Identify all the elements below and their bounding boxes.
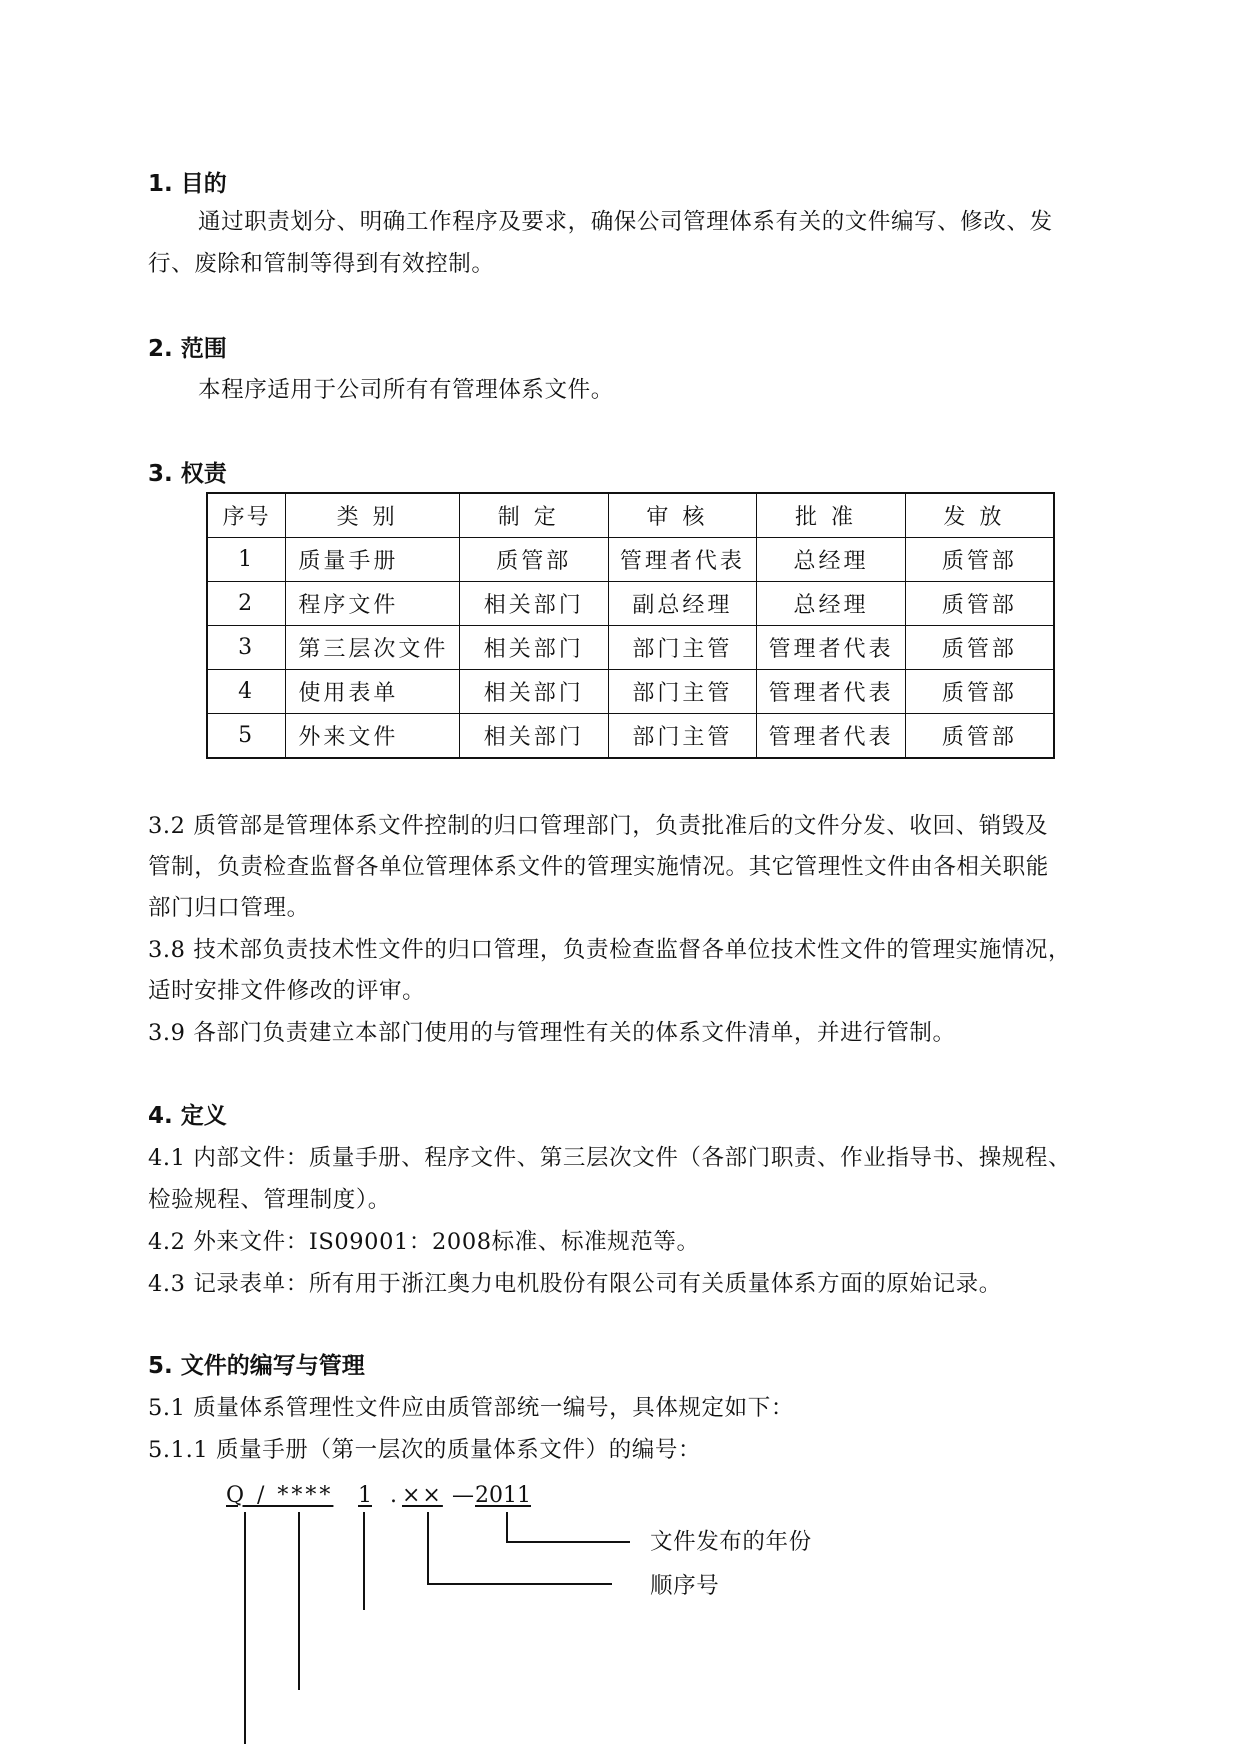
- label-year: 文件发布的年份: [650, 1529, 812, 1555]
- table-cell: 外来文件: [286, 714, 460, 759]
- section-3-8-line-2: 适时安排文件修改的评审。: [148, 978, 426, 1004]
- table-cell: 相关部门: [459, 582, 608, 626]
- label-sequence: 顺序号: [650, 1573, 720, 1599]
- section-5-1-1-line: 5.1.1 质量手册（第一层次的质量体系文件）的编号：: [148, 1437, 702, 1463]
- section-5-1-line: 5.1 质量体系管理性文件应由质管部统一编号，具体规定如下：: [148, 1395, 794, 1421]
- table-cell: 1: [207, 538, 286, 582]
- table-cell: 副总经理: [608, 582, 757, 626]
- table-cell: 2: [207, 582, 286, 626]
- table-cell: 使用表单: [286, 670, 460, 714]
- code-level: 1: [358, 1483, 372, 1508]
- section-4-title: 4. 定义: [148, 1103, 227, 1129]
- table-cell: 质管部: [905, 670, 1054, 714]
- header-cell: 序号: [207, 493, 286, 538]
- table-cell: 总经理: [757, 538, 906, 582]
- table-cell: 部门主管: [608, 626, 757, 670]
- header-cell: 类别: [286, 493, 460, 538]
- table-cell: 相关部门: [459, 626, 608, 670]
- header-cell: 制定: [459, 493, 608, 538]
- section-2-title: 2. 范围: [148, 336, 227, 362]
- table-cell: 质量手册: [286, 538, 460, 582]
- code-year: 2011: [475, 1483, 531, 1508]
- section-1-line-2: 行、废除和管制等得到有效控制。: [148, 251, 495, 277]
- table-cell: 管理者代表: [608, 538, 757, 582]
- table-cell: 管理者代表: [757, 714, 906, 759]
- table-cell: 质管部: [905, 714, 1054, 759]
- header-cell: 发放: [905, 493, 1054, 538]
- connector-line-year: [507, 1512, 630, 1542]
- connector-line-sequence: [428, 1512, 612, 1584]
- section-3-2-line-3: 部门归口管理。: [148, 895, 310, 921]
- section-3-8-line-1: 3.8 技术部负责技术性文件的归口管理，负责检查监督各单位技术性文件的管理实施情况，: [148, 937, 1072, 963]
- table-cell: 部门主管: [608, 670, 757, 714]
- table-cell: 3: [207, 626, 286, 670]
- code-prefix: Q / ****: [226, 1483, 334, 1508]
- section-4-1-line-2: 检验规程、管理制度）。: [148, 1187, 391, 1213]
- table-cell: 质管部: [459, 538, 608, 582]
- table-cell: 4: [207, 670, 286, 714]
- section-4-2-line: 4.2 外来文件：IS09001：2008标准、标准规范等。: [148, 1229, 700, 1255]
- table-cell: 管理者代表: [757, 626, 906, 670]
- code-dash: —: [452, 1483, 474, 1508]
- header-cell: 批准: [757, 493, 906, 538]
- section-4-1-line-1: 4.1 内部文件：质量手册、程序文件、第三层次文件（各部门职责、作业指导书、操规程、: [148, 1145, 1072, 1171]
- section-4-3-line: 4.3 记录表单：所有用于浙江奥力电机股份有限公司有关质量体系方面的原始记录。: [148, 1271, 1002, 1297]
- table-cell: 质管部: [905, 626, 1054, 670]
- table-cell: 程序文件: [286, 582, 460, 626]
- code-dot: .: [390, 1483, 397, 1508]
- section-3-9-line: 3.9 各部门负责建立本部门使用的与管理性有关的体系文件清单，并进行管制。: [148, 1020, 956, 1046]
- section-2-text: 本程序适用于公司所有有管理体系文件。: [198, 377, 614, 403]
- header-cell: 审核: [608, 493, 757, 538]
- table-cell: 管理者代表: [757, 670, 906, 714]
- table-cell: 5: [207, 714, 286, 759]
- table-cell: 相关部门: [459, 670, 608, 714]
- code-sequence: ××: [402, 1483, 443, 1508]
- table-cell: 第三层次文件: [286, 626, 460, 670]
- section-3-2-line-1: 3.2 质管部是管理体系文件控制的归口管理部门，负责批准后的文件分发、收回、销毁及: [148, 813, 1049, 839]
- section-5-title: 5. 文件的编写与管理: [148, 1353, 365, 1379]
- table-cell: 部门主管: [608, 714, 757, 759]
- table-cell: 质管部: [905, 582, 1054, 626]
- section-3-title: 3. 权责: [148, 461, 227, 487]
- table-cell: 质管部: [905, 538, 1054, 582]
- section-3-2-line-2: 管制，负责检查监督各单位管理体系文件的管理实施情况。其它管理性文件由各相关职能: [148, 854, 1049, 880]
- table-cell: 总经理: [757, 582, 906, 626]
- table-cell: 相关部门: [459, 714, 608, 759]
- section-1-line-1: 通过职责划分、明确工作程序及要求，确保公司管理体系有关的文件编写、修改、发: [198, 209, 1053, 235]
- section-1-title: 1. 目的: [148, 171, 227, 197]
